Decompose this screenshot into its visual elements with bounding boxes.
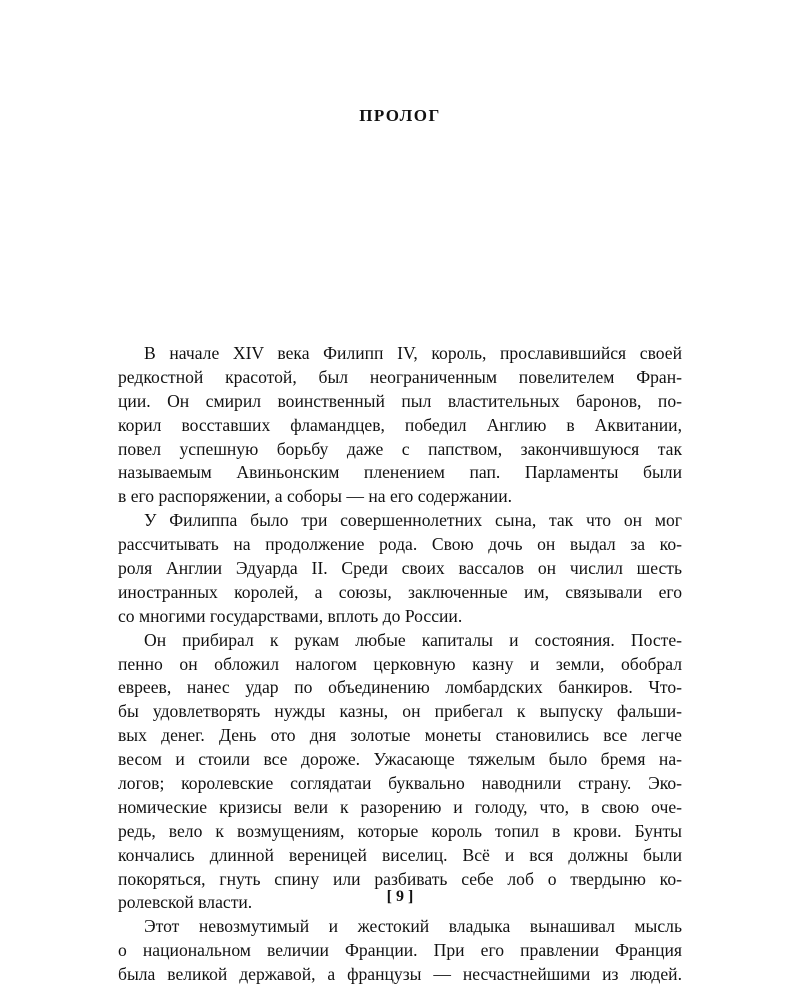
text-line: У Филиппа было три совершеннолетних сына, так что он мог: [144, 510, 682, 531]
text-line: весом и стоили все дороже. Ужасающе тяжелым было бремя на-: [118, 749, 682, 770]
text-line: бы удовлетворять нужды казны, он прибегал к выпуску фальши-: [118, 701, 682, 722]
text-line: рассчитывать на продолжение рода. Свою дочь он выдал за ко-: [118, 534, 682, 555]
text-line: ции. Он смирил воинственный пыл властительных баронов, по-: [118, 390, 682, 411]
text-line: была великой державой, а французы — несчастнейшими из людей.: [118, 964, 682, 985]
text-line: называемым Авиньонским пленением пап. Парламенты были: [118, 462, 682, 483]
text-line: о национальном величии Франции. При его правлении Франция: [118, 940, 682, 961]
text-line: вых денег. День ото дня золотые монеты становились все легче: [118, 725, 682, 746]
text-line: иностранных королей, а союзы, заключенные им, связывали его: [118, 581, 682, 602]
text-line: со многими государствами, вплоть до России.: [118, 605, 463, 626]
text-line: покоряться, гнуть спину или разбивать себе лоб о твердыню ко-: [118, 868, 682, 889]
text-line: в его распоряжении, а соборы — на его содержании.: [118, 486, 513, 507]
text-line: логов; королевские соглядатаи буквально наводнили страну. Эко-: [118, 773, 682, 794]
text-line: В начале XIV века Филипп IV, король, прославившийся своей: [144, 343, 682, 363]
text-line: редь, вело к возмущениям, которые король топил в крови. Бунты: [118, 820, 682, 841]
text-line: Этот невозмутимый и жестокий владыка вынашивал мысль: [144, 916, 682, 937]
text-line: корил восставших фламандцев, победил Англию в Аквитании,: [118, 414, 682, 435]
text-line: Он прибирал к рукам любые капиталы и состояния. Посте-: [144, 629, 682, 650]
text-line: редкостной красотой, был неограниченным повелителем Фран-: [118, 366, 682, 387]
text-line: евреев, нанес удар по объединению ломбардских банкиров. Что-: [118, 677, 682, 698]
text-line: номические кризисы вели к разорению и голоду, что, в свою оче-: [118, 796, 682, 817]
text-line: пенно он обложил налогом церковную казну и земли, обобрал: [118, 653, 682, 674]
chapter-title: ПРОЛОГ: [359, 106, 441, 125]
text-line: роля Англии Эдуарда II. Среди своих вассалов он числил шесть: [118, 558, 682, 579]
page-number: [ 9 ]: [386, 888, 414, 905]
text-line: кончались длинной вереницей виселиц. Всё и вся должны были: [118, 844, 682, 865]
text-line: ролевской власти.: [118, 892, 253, 913]
text-line: повел успешную борьбу даже с папством, закончившуюся так: [118, 438, 682, 459]
